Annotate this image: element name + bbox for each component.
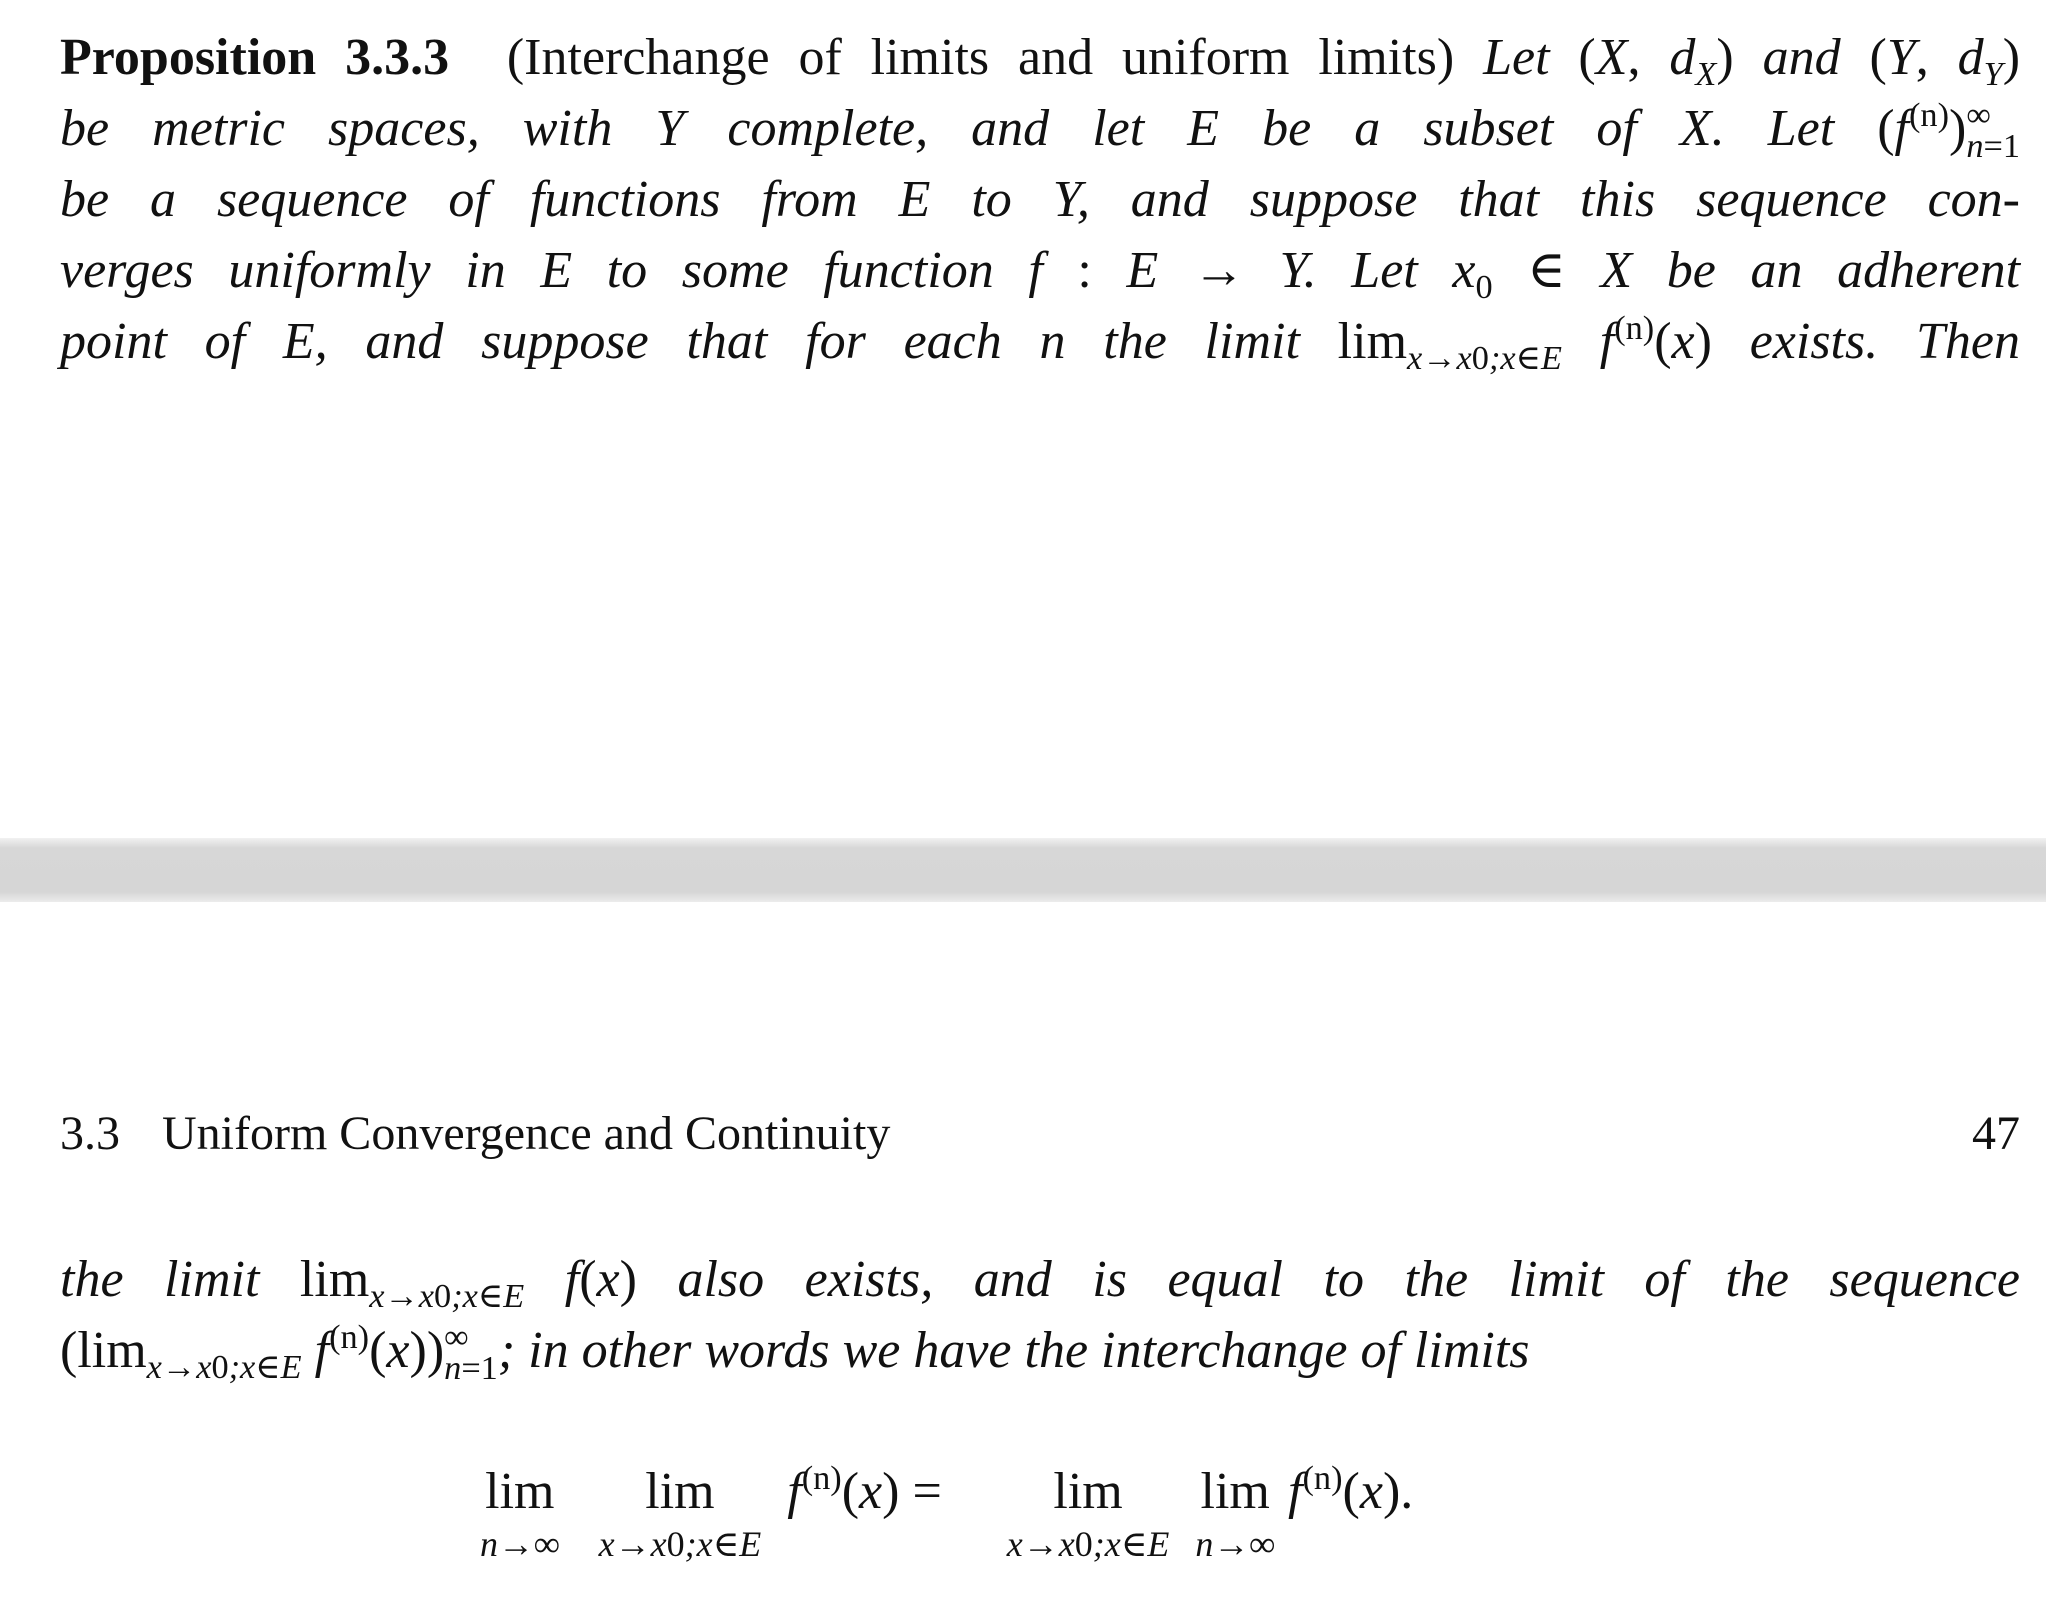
proposition-line-4: verges uniformly in E to some function f : E → Y. Let $x_0$ ∈ X be an adherent <box>60 242 2021 306</box>
rhs-expression: $f^{(n)}(x)$. <box>1288 1459 1414 1520</box>
proposition-line-3: be a sequence of functions from E to Y, and suppose that this sequence con- <box>60 171 2020 228</box>
continuation-text <box>60 1244 2020 1386</box>
lim-n-to-infinity-rhs: lim n→∞ <box>1195 1463 1276 1564</box>
page-separator <box>0 838 2046 902</box>
lim-x-to-x0-rhs: lim x→x0;x∈E <box>1006 1463 1170 1564</box>
proposition-line-1: Proposition 3.3.3 (Interchange of limits and uniform limits) Let (X, $d_X$) and (Y, $d_Y$) <box>60 29 2021 93</box>
proposition-text <box>60 22 2020 377</box>
continuation-line-2: ($\lim_{x\to x0;x\in E}$ $f^{(n)}(x)$) ∞ n=1 ; in other words we have the interchange of limits <box>60 1318 1530 1387</box>
display-equation <box>480 1460 1413 1570</box>
lim-x-to-x0: lim x→x0;x∈E <box>598 1463 762 1564</box>
proposition-label: Proposition 3.3.3 <box>60 29 450 86</box>
proposition-title: (Interchange of limits and uniform limits) <box>506 29 1455 86</box>
proposition-line-5: point of E, and suppose that for each n the limit $\lim_{x\to x0;x\in E} f^{(n)}(x)$ exists. Then <box>60 309 2021 377</box>
section-number: 3.3 <box>60 1107 120 1160</box>
page-number: 47 <box>1972 1107 2020 1160</box>
lhs-expression: $f^{(n)}(x)$ = <box>787 1459 942 1520</box>
lim-n-to-infinity: lim n→∞ <box>480 1463 560 1564</box>
continuation-line-1: the limit $\lim_{x\to x0;x\in E} f(x)$ also exists, and is equal to the limit of the sequence <box>60 1251 2020 1315</box>
section-title: Uniform Convergence and Continuity <box>162 1107 891 1160</box>
proposition-line-2: be metric spaces, with Y complete, and let E be a subset of X. Let $(f^{(n)})$ ∞ n=1 <box>60 96 2020 165</box>
